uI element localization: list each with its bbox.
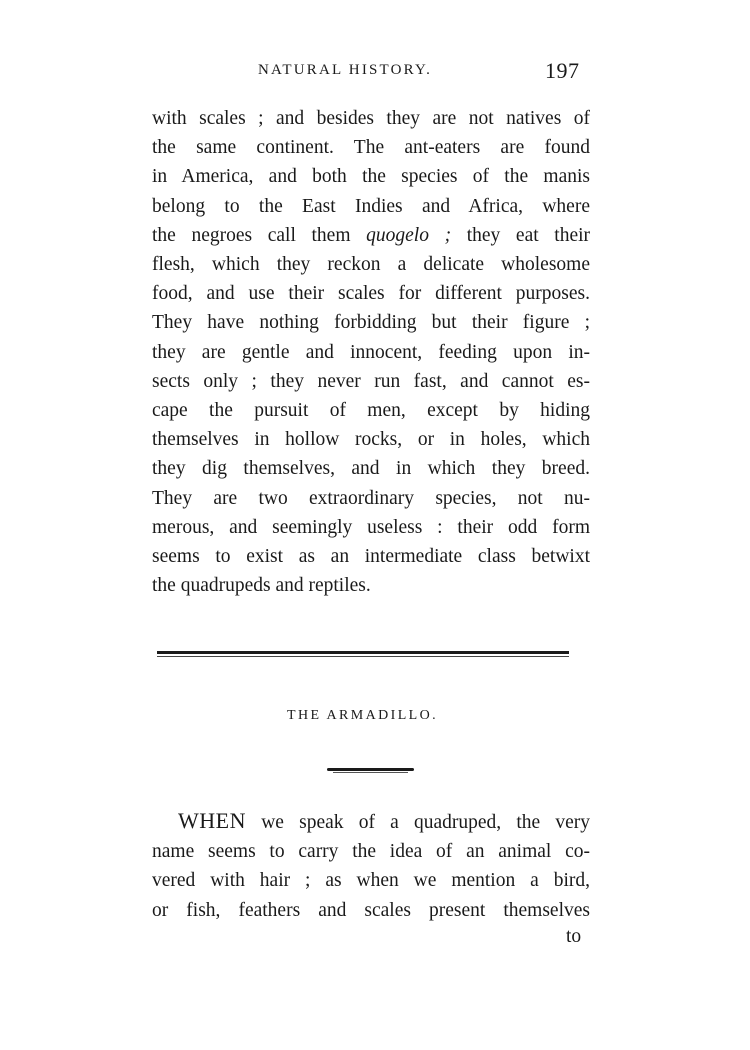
ornament-thin-line xyxy=(333,772,408,773)
text-line: belong to the East Indies and Africa, where xyxy=(152,195,590,217)
paragraph-continued xyxy=(152,104,590,600)
text-line: They are two extraordinary species, not nu- xyxy=(152,487,590,509)
text-segment: they eat their xyxy=(466,224,591,246)
opening-word: WHEN xyxy=(178,808,246,833)
text-line: they dig themselves, and in which they breed. xyxy=(152,458,590,480)
section-divider-rule xyxy=(157,651,569,658)
text-line: in America, and both the species of the manis xyxy=(152,166,590,188)
text-line: they are gentle and innocent, feeding upon in- xyxy=(152,341,590,363)
text-line: themselves in hollow rocks, or in holes, which xyxy=(152,429,590,451)
section-title: THE ARMADILLO. xyxy=(287,708,439,723)
text-line: food, and use their scales for different purposes. xyxy=(152,283,590,305)
italic-word-quogelo: quogelo ; xyxy=(366,224,452,246)
text-line: with scales ; and besides they are not natives of xyxy=(152,108,590,129)
text-line: or fish, feathers and scales present themselves xyxy=(152,899,590,921)
text-segment: we speak of a quadruped, the very xyxy=(261,812,591,833)
text-line: sects only ; they never run fast, and cannot es- xyxy=(152,370,590,392)
text-line: They have nothing forbidding but their figure ; xyxy=(152,312,590,334)
text-line: seems to exist as an intermediate class betwixt xyxy=(152,546,590,568)
text-line: merous, and seemingly useless : their odd form xyxy=(152,516,590,538)
text-line xyxy=(152,221,590,250)
catchword: to xyxy=(566,926,582,947)
text-line: vered with hair ; as when we mention a bird, xyxy=(152,870,590,892)
text-line: cape the pursuit of men, except by hiding xyxy=(152,400,590,422)
text-segment: the negroes call them xyxy=(152,224,351,246)
text-line: name seems to carry the idea of an animal co- xyxy=(152,841,590,863)
running-title: NATURAL HISTORY. xyxy=(258,62,433,78)
text-line: the same continent. The ant-eaters are found xyxy=(152,137,590,159)
text-line xyxy=(152,806,590,837)
page-number: 197 xyxy=(545,58,580,83)
divider-thin-line xyxy=(157,656,569,657)
text-line: flesh, which they reckon a delicate wholesome xyxy=(152,254,590,276)
paragraph-armadillo xyxy=(152,806,590,925)
divider-thick-line xyxy=(157,651,569,654)
title-ornament-rule xyxy=(327,767,414,774)
text-line: the quadrupeds and reptiles. xyxy=(152,575,371,597)
ornament-thick-line xyxy=(327,768,414,771)
